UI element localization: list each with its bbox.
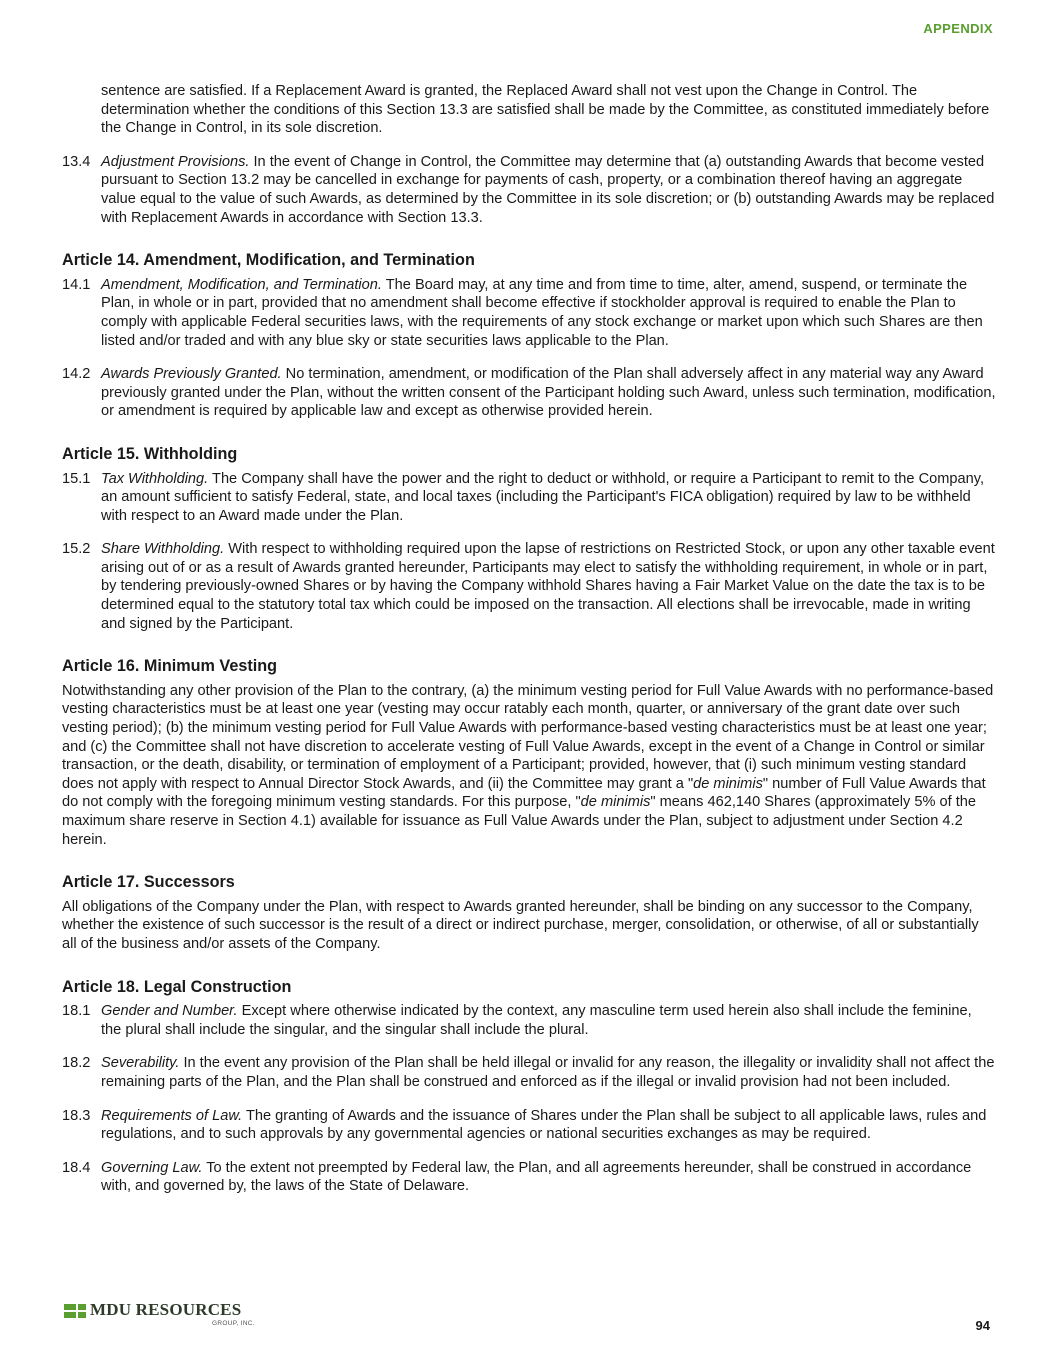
clause-body <box>101 1159 996 1196</box>
article-18-heading: Article 18. Legal Construction <box>62 977 292 996</box>
article-16-text-part-b: " number of Full Value Awards that do not comply with the foregoing minimum vesting standards. For this purpose, " <box>62 775 986 811</box>
clause-text: No termination, amendment, or modification of the Plan shall adversely affect in any material way any Award previously granted under the Plan, without the written consent of the Participant holding such Award, unless such termination, modification, or amendment is required by applicable law and except as otherwise provided herein. <box>101 366 996 420</box>
article-15-heading: Article 15. Withholding <box>62 444 238 463</box>
clause-body <box>101 153 996 227</box>
clause-number: 18.1 <box>62 1003 91 1020</box>
de-minimis-term: de minimis <box>580 794 651 811</box>
clause-18-4 <box>62 1159 996 1196</box>
article-16-heading: Article 16. Minimum Vesting <box>62 657 277 676</box>
continued-paragraph: sentence are satisfied. If a Replacement Award is granted, the Replaced Award shall not vest upon the Change in Control. The determination whether the conditions of this Section 13.3 are satisfied shall be made by the Committee, as constituted immediately before the Change in Control, in its sole discretion. <box>101 83 990 137</box>
logo-subtitle: GROUP, INC. <box>212 1320 255 1327</box>
clause-number: 14.1 <box>62 276 91 293</box>
clause-title: Awards Previously Granted. <box>101 366 282 383</box>
clause-text: The Company shall have the power and the right to deduct or withhold, or require a Participant to remit to the Company, an amount sufficient to satisfy Federal, state, and local taxes (including the Participant's FICA obligation) required by law to be withheld with respect to an Award made under the Plan. <box>101 470 985 524</box>
clause-body <box>101 470 996 526</box>
clause-number: 15.1 <box>62 470 91 487</box>
clause-title: Governing Law. <box>101 1159 203 1176</box>
clause-text: With respect to withholding required upon the lapse of restrictions on Restricted Stock, or upon any other taxable event arising out of or as a result of Awards granted hereunder, Participants may elect to satisfy the withholding requirement, in whole or in part, by tendering previously-owned Shares or by having the Company withhold Shares having a Fair Market Value on the date the tax is to be determined equal to the statutory total tax which could be imposed on the transaction. All elections shall be irrevocable, made in writing and signed by the Participant. <box>101 541 995 632</box>
clause-number: 15.2 <box>62 541 91 558</box>
page-number: 94 <box>975 1318 990 1333</box>
article-16-text-part-a: Notwithstanding any other provision of the Plan to the contrary, (a) the minimum vesting period for Full Value Awards with no performance-based vesting characteristics must be at least one year (vesting may occur ratably each month, quarter, or anniversary of the grant date over such vesting period); (b) the minimum vesting period for Full Value Awards with performance-based vesting characteristics must be at least one year; and (c) the Committee shall not have discretion to accelerate vesting of Full Value Awards, except in the event of a Change in Control or similar transaction, or the death, disability, or termination of employment of a Participant; provided, however, that (i) such minimum vesting standard does not apply with respect to Annual Director Stock Awards, and (ii) the Committee may grant a " <box>62 682 994 792</box>
clause-title: Adjustment Provisions. <box>101 153 250 170</box>
clause-18-2 <box>62 1054 996 1091</box>
clause-number: 18.2 <box>62 1055 91 1072</box>
clause-text: In the event any provision of the Plan shall be held illegal or invalid for any reason, the illegality or invalidity shall not affect the remaining parts of the Plan, and the Plan shall be construed and enforced as if the illegal or invalid provision had not been included. <box>101 1055 995 1090</box>
clause-text: Except where otherwise indicated by the context, any masculine term used herein also shall include the feminine, the plural shall include the singular, and the singular shall include the plural. <box>101 1003 972 1038</box>
article-16-text-part-c: " means 462,140 Shares (approximately 5% of the maximum share reserve in Section 4.1) available for issuance as Full Value Awards under the Plan, subject to adjustment under Section 4.2 herein. <box>62 794 977 848</box>
clause-text: The granting of Awards and the issuance of Shares under the Plan shall be subject to all applicable laws, rules and regulations, and to such approvals by any governmental agencies or national securities exchanges as may be required. <box>101 1107 987 1143</box>
clause-body <box>101 1107 996 1144</box>
page-content <box>62 82 996 1211</box>
clause-15-2 <box>62 540 996 633</box>
clause-body <box>101 1002 996 1039</box>
clause-body <box>101 276 996 350</box>
clause-18-3 <box>62 1107 996 1144</box>
clause-text: In the event of Change in Control, the Committee may determine that (a) outstanding Awards that become vested pursuant to Section 13.2 may be cancelled in exchange for payments of cash, property, or a combination thereof having an aggregate value equal to the value of such Awards, as determined by the Committee in its sole discretion; or (b) outstanding Awards may be replaced with Replacement Awards in accordance with Section 13.3. <box>101 153 995 226</box>
clause-number: 13.4 <box>62 153 91 170</box>
appendix-header-label: APPENDIX <box>923 21 993 36</box>
de-minimis-term: de minimis <box>693 775 763 792</box>
clause-body <box>101 1054 996 1091</box>
clause-14-2 <box>62 365 996 421</box>
article-17-text: All obligations of the Company under the Plan, with respect to Awards granted hereunder, shall be binding on any successor to the Company, whether the existence of such successor is the result of a direct or indirect purchase, merger, consolidation, or otherwise, of all or substantially all of the business and/or assets of the Company. <box>62 898 979 952</box>
clause-18-1 <box>62 1002 996 1039</box>
clause-number: 14.2 <box>62 366 91 383</box>
clause-body <box>101 365 996 421</box>
clause-body <box>101 540 996 633</box>
clause-15-1 <box>62 470 996 526</box>
clause-title: Share Withholding. <box>101 541 225 558</box>
company-logo <box>64 1300 255 1327</box>
clause-number: 18.4 <box>62 1159 91 1176</box>
clause-13-4 <box>62 153 996 227</box>
clause-title: Tax Withholding. <box>101 470 209 487</box>
article-17-heading: Article 17. Successors <box>62 873 235 892</box>
clause-text: The Board may, at any time and from time to time, alter, amend, suspend, or terminate the Plan, in whole or in part, provided that no amendment shall become effective if stockholder approval is required to enable the Plan to comply with applicable Federal securities laws, with the requirements of any stock exchange or market upon which such Shares are then listed and/or traded and with any blue sky or state securities laws applicable to the Plan. <box>101 276 983 349</box>
clause-14-1 <box>62 276 996 350</box>
logo-mark-icon <box>64 1304 86 1318</box>
clause-title: Requirements of Law. <box>101 1107 243 1124</box>
clause-number: 18.3 <box>62 1107 91 1124</box>
clause-title: Severability. <box>101 1055 180 1072</box>
clause-title: Gender and Number. <box>101 1003 238 1020</box>
clause-title: Amendment, Modification, and Termination. <box>101 276 382 293</box>
article-14-heading: Article 14. Amendment, Modification, and Termination <box>62 251 475 270</box>
article-16-text <box>62 682 996 849</box>
clause-text: To the extent not preempted by Federal law, the Plan, and all agreements hereunder, shall be construed in accordance with, and governed by, the laws of the State of Delaware. <box>101 1159 972 1195</box>
logo-wordmark: MDU RESOURCES <box>90 1300 242 1319</box>
